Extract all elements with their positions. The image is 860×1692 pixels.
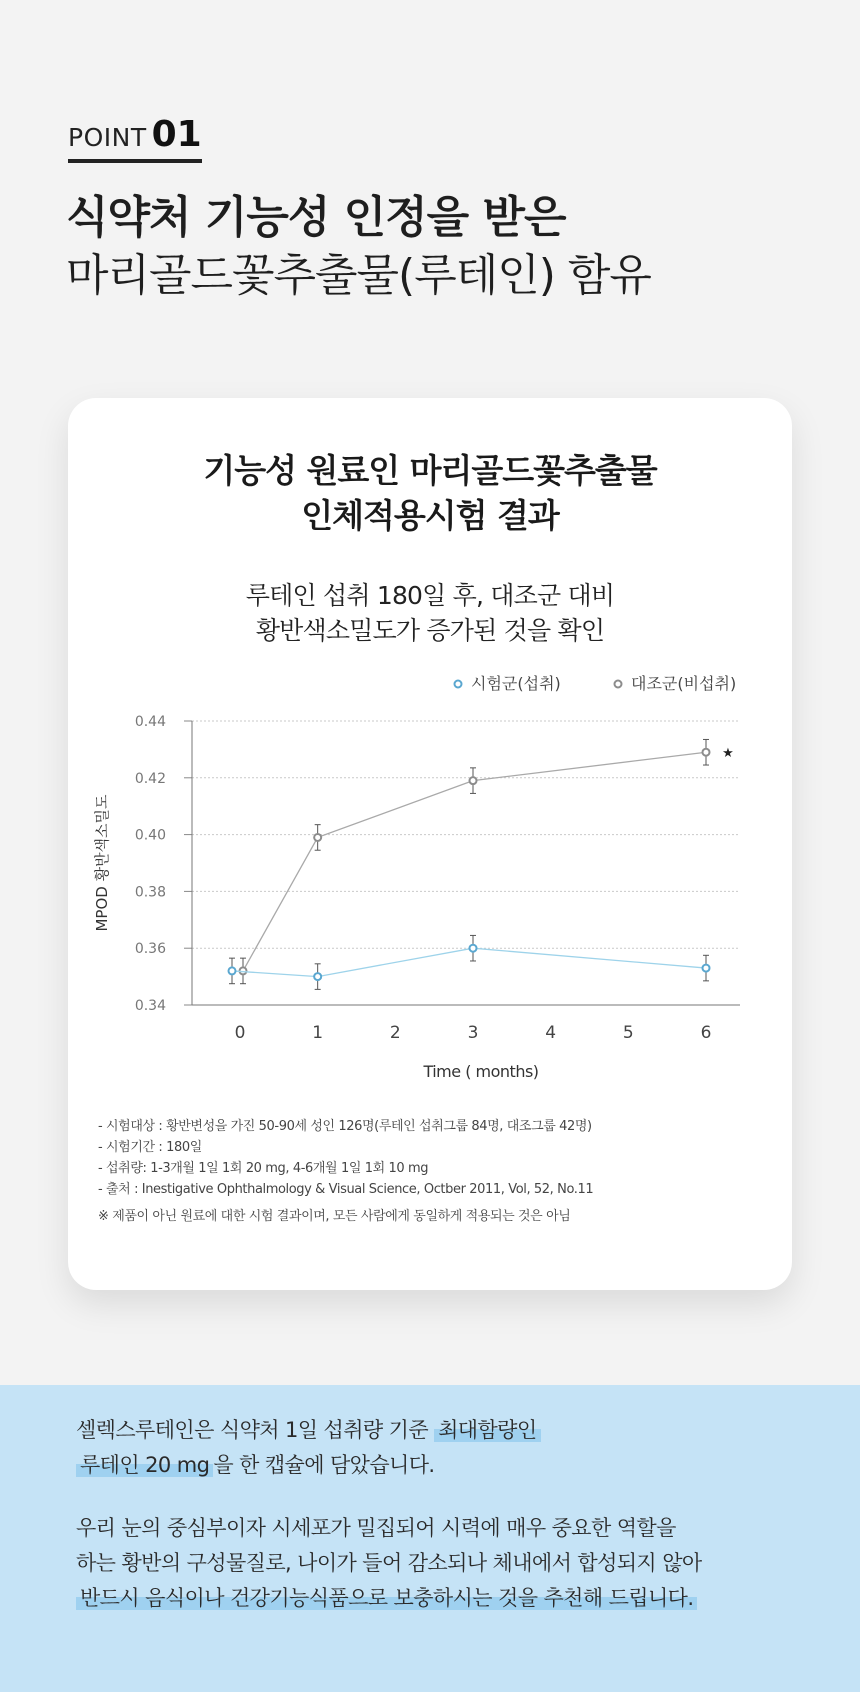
mpod-line-chart <box>68 398 792 1098</box>
significance-star: ★ <box>722 746 734 762</box>
note-period: - 시험기간 : 180일 <box>98 1140 202 1155</box>
point-number: 01 <box>151 114 202 155</box>
study-notes <box>98 1116 778 1227</box>
macula-line1: 우리 눈의 중심부이자 시세포가 밀집되어 시력에 매우 중요한 역할을 <box>76 1516 676 1540</box>
macula-line3-highlight: 반드시 음식이나 건강기능식품으로 보충하시는 것을 추천해 드립니다. <box>76 1586 697 1610</box>
point-label <box>68 114 202 163</box>
x-tick-label: 2 <box>389 1023 401 1043</box>
x-tick-label: 6 <box>700 1023 712 1043</box>
y-tick-label: 0.36 <box>134 941 166 958</box>
y-tick-label: 0.34 <box>134 998 166 1014</box>
intro-rest: 을 한 캡슐에 담았습니다. <box>213 1453 435 1477</box>
y-tick-label: 0.44 <box>134 714 166 730</box>
data-point <box>703 749 710 756</box>
card-title-line2: 인체적용시험 결과 <box>301 496 559 535</box>
data-point <box>470 945 477 952</box>
data-point <box>314 973 321 980</box>
legend-control-group-marker <box>615 681 622 688</box>
y-tick-label: 0.38 <box>134 884 166 901</box>
x-tick-label: 1 <box>312 1023 324 1043</box>
note-source: - 출처 : Inestigative Ophthalmology & Visual Science, Octber 2011, Vol, 52, No.11 <box>98 1182 594 1197</box>
data-point <box>229 967 236 974</box>
macula-paragraph <box>76 1511 702 1616</box>
x-axis-label: Time ( months) <box>423 1062 539 1081</box>
y-tick-label: 0.40 <box>134 827 166 844</box>
result-card <box>68 398 792 1290</box>
card-title-line1: 기능성 원료인 마리골드꽃추출물 <box>203 451 657 490</box>
x-tick-label: 4 <box>545 1023 557 1043</box>
intro-text: 셀렉스루테인은 식약처 1일 섭취량 기준 <box>76 1418 435 1442</box>
card-subtitle-line2: 황반색소밀도가 증가된 것을 확인 <box>255 616 605 645</box>
page-headline <box>66 190 651 306</box>
disclaimer: ※ 제품이 아닌 원료에 대한 시험 결과이며, 모든 사람에게 동일하게 적용되는 것은 아님 <box>98 1209 571 1224</box>
series-line-test <box>232 948 706 976</box>
bottom-info-section <box>0 1385 860 1692</box>
x-tick-label: 3 <box>467 1023 479 1043</box>
point-word: POINT <box>68 123 147 152</box>
x-tick-label: 5 <box>622 1023 634 1043</box>
x-tick-label: 0 <box>234 1023 246 1043</box>
headline-line1: 식약처 기능성 인정을 받은 <box>66 192 566 243</box>
note-subjects: - 시험대상 : 황반변성을 가진 50-90세 성인 126명(루테인 섭취그룹 84명, 대조그룹 42명) <box>98 1119 592 1134</box>
legend-test-group-label: 시험군(섭취) <box>471 674 561 693</box>
headline-line2: 마리골드꽃추출물(루테인) 함유 <box>66 250 651 301</box>
y-axis-label: MPOD 황반색소밀도 <box>93 794 111 932</box>
data-point <box>314 834 321 841</box>
legend-test-group-marker <box>455 681 462 688</box>
data-point <box>703 965 710 972</box>
note-dosage: - 섭취량: 1-3개월 1일 1회 20 mg, 4-6개월 1일 1회 10 mg <box>98 1161 429 1176</box>
data-point <box>470 777 477 784</box>
macula-line2: 하는 황반의 구성물질로, 나이가 들어 감소되나 체내에서 합성되지 않아 <box>76 1551 702 1575</box>
y-tick-label: 0.42 <box>134 770 166 787</box>
intro-paragraph <box>76 1413 541 1483</box>
intro-highlight: 최대함량인 <box>434 1418 540 1442</box>
intro-dose-highlight: 루테인 20 mg <box>76 1453 213 1477</box>
card-subtitle-line1: 루테인 섭취 180일 후, 대조군 대비 <box>245 581 615 610</box>
series-line-control <box>243 752 706 971</box>
legend-control-group-label: 대조군(비섭취) <box>631 674 737 693</box>
